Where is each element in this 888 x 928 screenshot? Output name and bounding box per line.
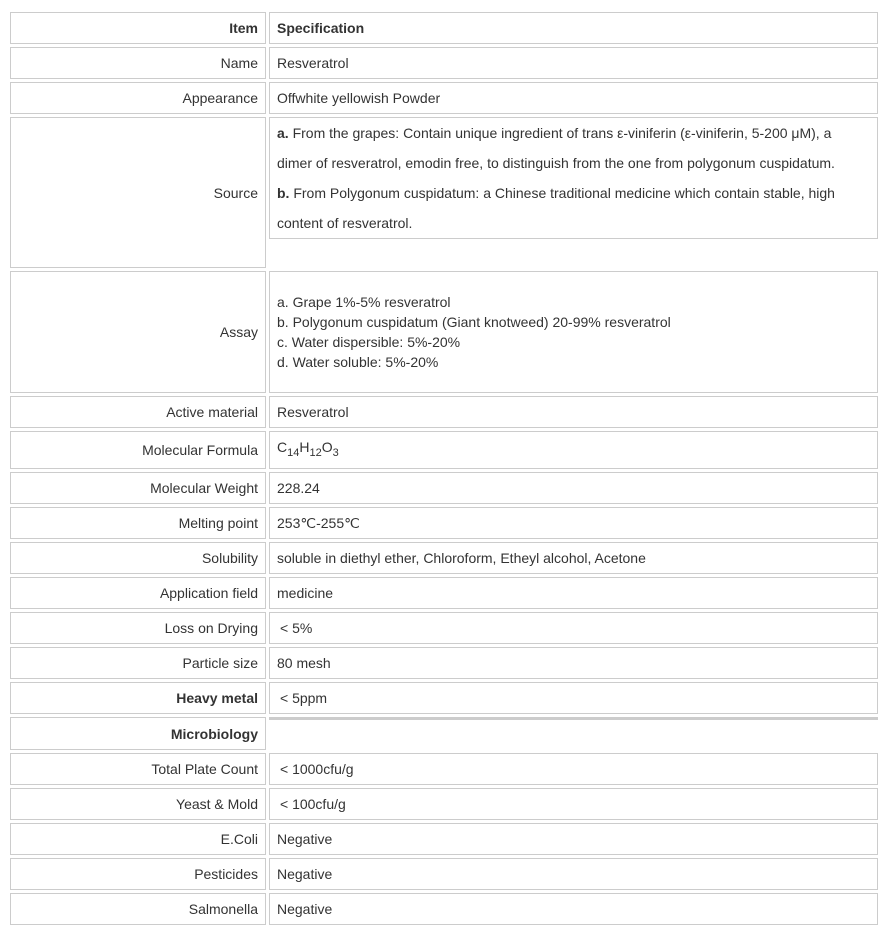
- row-value: [269, 117, 878, 268]
- row-value: [269, 753, 878, 785]
- row-label: Molecular Formula: [10, 431, 266, 469]
- row-value: [269, 682, 878, 714]
- formula-element: H: [299, 439, 310, 455]
- formula-count: 3: [332, 447, 339, 459]
- row-label: Source: [10, 117, 266, 268]
- table-row-assay: [10, 271, 878, 393]
- formula-element: O: [321, 439, 333, 455]
- row-value: [269, 431, 878, 469]
- row-value: [269, 717, 878, 750]
- row-label: Application field: [10, 577, 266, 609]
- row-label: Molecular Weight: [10, 472, 266, 504]
- table-row-molecular-formula: [10, 431, 878, 469]
- row-label: Name: [10, 47, 266, 79]
- table-row-molecular-weight: [10, 472, 878, 504]
- row-value: Negative: [269, 893, 878, 925]
- row-value: [269, 612, 878, 644]
- source-b-text: From Polygonum cuspidatum: a Chinese traditional medicine which contain stable, high content of resveratrol.: [277, 185, 835, 231]
- header-specification: Specification: [269, 12, 878, 44]
- row-value: Negative: [269, 858, 878, 890]
- table-row-salmonella: [10, 893, 878, 925]
- row-value: Negative: [269, 823, 878, 855]
- row-value: [269, 788, 878, 820]
- row-value: 253℃-255℃: [269, 507, 878, 539]
- formula-element: C: [277, 439, 288, 455]
- table-row-yeast-mold: [10, 788, 878, 820]
- row-label: Loss on Drying: [10, 612, 266, 644]
- assay-line: d. Water soluble: 5%-20%: [277, 354, 439, 370]
- table-row-solubility: [10, 542, 878, 574]
- table-row-name: [10, 47, 878, 79]
- row-value: 228.24: [269, 472, 878, 504]
- row-value: medicine: [269, 577, 878, 609]
- row-label: E.Coli: [10, 823, 266, 855]
- formula-count: 12: [309, 447, 322, 459]
- table-row-pesticides: [10, 858, 878, 890]
- table-row-appearance: [10, 82, 878, 114]
- row-value-text: < 100cfu/g: [280, 796, 346, 812]
- row-label: Yeast & Mold: [10, 788, 266, 820]
- row-value: Resveratrol: [269, 396, 878, 428]
- row-label: Total Plate Count: [10, 753, 266, 785]
- row-label: Particle size: [10, 647, 266, 679]
- row-value-text: < 5ppm: [280, 690, 328, 706]
- formula-count: 14: [287, 447, 300, 459]
- row-value: Resveratrol: [269, 47, 878, 79]
- row-label: Heavy metal: [10, 682, 266, 714]
- table-row-microbiology: [10, 717, 878, 750]
- table-row-loss-on-drying: [10, 612, 878, 644]
- row-label: Melting point: [10, 507, 266, 539]
- table-row-particle-size: [10, 647, 878, 679]
- row-label: Appearance: [10, 82, 266, 114]
- assay-line: a. Grape 1%-5% resveratrol: [277, 294, 451, 310]
- source-a-text: From the grapes: Contain unique ingredient of trans ε-viniferin (ε-viniferin, 5-200 μM), a dimer of resveratrol, emodin free, to distinguish from the one from polygonum cuspidatum.: [277, 125, 835, 171]
- row-value-text: < 5%: [280, 620, 313, 636]
- row-label: Pesticides: [10, 858, 266, 890]
- row-value: Offwhite yellowish Powder: [269, 82, 878, 114]
- row-value-text: < 1000cfu/g: [280, 761, 354, 777]
- table-row-total-plate-count: [10, 753, 878, 785]
- row-label: Microbiology: [10, 717, 266, 750]
- row-value: [269, 271, 878, 393]
- source-a-label: a.: [277, 125, 289, 141]
- assay-line: c. Water dispersible: 5%-20%: [277, 334, 461, 350]
- table-row-e-coli: [10, 823, 878, 855]
- table-row-active-material: [10, 396, 878, 428]
- specification-table: [7, 9, 881, 928]
- row-value: 80 mesh: [269, 647, 878, 679]
- row-label: Salmonella: [10, 893, 266, 925]
- table-header-row: [10, 12, 878, 44]
- table-row-heavy-metal: [10, 682, 878, 714]
- table-row-source: [10, 117, 878, 268]
- row-label: Solubility: [10, 542, 266, 574]
- row-value: soluble in diethyl ether, Chloroform, Etheyl alcohol, Acetone: [269, 542, 878, 574]
- source-text-block: [269, 117, 878, 239]
- assay-line: b. Polygonum cuspidatum (Giant knotweed) 20-99% resveratrol: [277, 314, 671, 330]
- table-row-application-field: [10, 577, 878, 609]
- table-row-melting-point: [10, 507, 878, 539]
- row-label: Active material: [10, 396, 266, 428]
- header-item: Item: [10, 12, 266, 44]
- source-b-label: b.: [277, 185, 290, 201]
- row-label: Assay: [10, 271, 266, 393]
